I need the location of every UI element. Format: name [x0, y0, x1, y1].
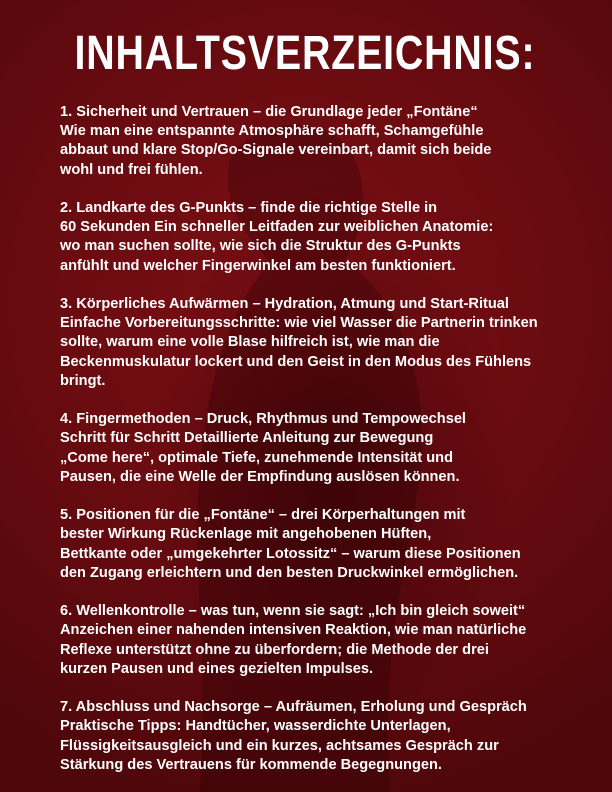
toc-entry-text-line: den Zugang erleichtern und den besten Druckwinkel ermöglichen. — [60, 564, 519, 581]
toc-entry-heading: 1. Sicherheit und Vertrauen – die Grundlage jeder „Fontäne“ — [60, 104, 478, 120]
toc-entry-text-line: kurzen Pausen und eines gezielten Impulses. — [60, 660, 374, 677]
toc-entry-heading: 6. Wellenkontrolle – was tun, wenn sie sagt: „Ich bin gleich soweit“ — [60, 603, 526, 620]
toc-entry-text-line: anfühlt und welcher Fingerwinkel am besten funktioniert. — [60, 257, 456, 274]
toc-entry-heading: 7. Abschluss und Nachsorge – Aufräumen, Erholung und Gespräch — [60, 699, 527, 716]
toc-entry-text-line: bester Wirkung Rückenlage mit angehobenen Hüften, — [60, 526, 432, 543]
table-of-contents — [60, 103, 600, 792]
toc-entry-text-line: 60 Sekunden Ein schneller Leitfaden zur weiblichen Anatomie: — [60, 219, 494, 236]
toc-entry-heading: 2. Landkarte des G-Punkts – finde die richtige Stelle in — [60, 200, 438, 216]
toc-entry-6 — [60, 602, 600, 679]
toc-entry-text-line: Wie man eine entspannte Atmosphäre schafft, Schamgefühle — [60, 123, 484, 140]
toc-entry-3 — [60, 295, 600, 391]
page-title: INHALTSVERZEICHNIS: — [74, 27, 536, 80]
toc-entry-text-line: abbaut und klare Stop/Go-Signale vereinbart, damit sich beide — [60, 142, 492, 159]
toc-entry-text-line: Bettkante oder „umgekehrter Lotossitz“ – warum diese Positionen — [60, 545, 521, 562]
toc-entry-text-line: Flüssigkeitsausgleich und ein kurzes, achtsames Gespräch zur — [60, 737, 499, 754]
toc-entry-text-line: Stärkung des Vertrauens für kommende Begegnungen. — [60, 756, 442, 773]
toc-entry-1 — [60, 103, 600, 180]
toc-entry-heading: 4. Fingermethoden – Druck, Rhythmus und Tempowechsel — [60, 411, 466, 428]
toc-entry-text-line: „Come here“, optimale Tiefe, zunehmende Intensität und — [60, 449, 454, 466]
toc-entry-4 — [60, 410, 600, 487]
toc-entry-text-line: Beckenmuskulatur lockert und den Geist in den Modus des Fühlens — [60, 353, 532, 370]
toc-entry-text-line: Anzeichen einer nahenden intensiven Reaktion, wie man natürliche — [60, 622, 527, 639]
toc-entry-text-line: Schritt für Schritt Detaillierte Anleitung zur Bewegung — [60, 430, 434, 447]
toc-entry-heading: 3. Körperliches Aufwärmen – Hydration, Atmung und Start-Ritual — [60, 296, 509, 312]
toc-entry-text-line: Einfache Vorbereitungsschritte: wie viel Wasser die Partnerin trinken — [60, 315, 538, 332]
toc-entry-5 — [60, 506, 600, 583]
toc-entry-text-line: Praktische Tipps: Handtücher, wasserdichte Unterlagen, — [60, 718, 451, 735]
toc-entry-text-line: Reflexe unterstützt ohne zu überfordern; die Methode der drei — [60, 641, 489, 658]
toc-entry-text-line: sollte, warum eine volle Blase hilfreich ist, wie man die — [60, 334, 440, 351]
toc-entry-7 — [60, 698, 600, 775]
toc-entry-heading: 5. Positionen für die „Fontäne“ – drei Körperhaltungen mit — [60, 507, 466, 524]
toc-entry-text-line: wohl und frei fühlen. — [60, 161, 203, 178]
toc-entry-text-line: bringt. — [60, 372, 106, 389]
toc-entry-text-line: wo man suchen sollte, wie sich die Struktur des G-Punkts — [60, 238, 461, 255]
toc-entry-2 — [60, 199, 600, 276]
toc-entry-text-line: Pausen, die eine Welle der Empfindung auslösen können. — [60, 468, 460, 485]
